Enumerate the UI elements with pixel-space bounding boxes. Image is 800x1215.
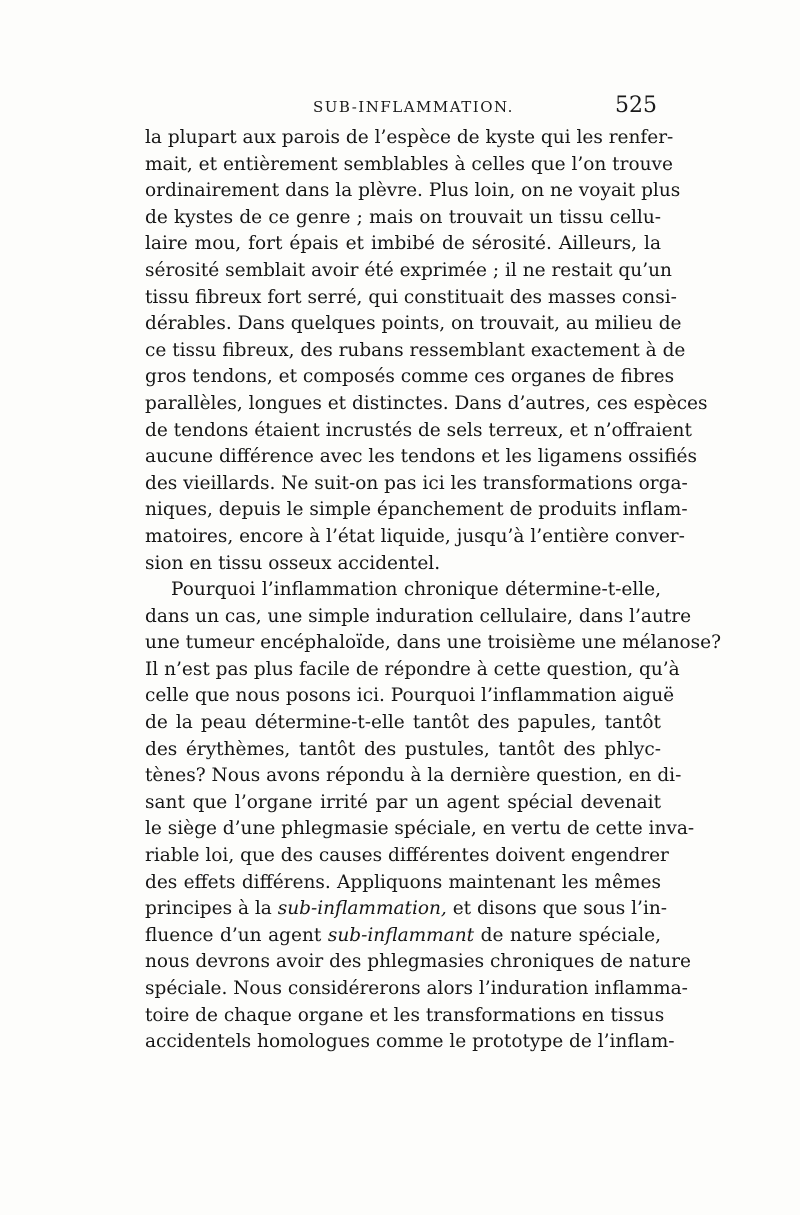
text-line: riable loi, que des causes différentes doivent engendrer	[145, 845, 669, 867]
text-line: niques, depuis le simple épanchement de produits inflam-	[145, 499, 688, 521]
text-line: une tumeur encéphaloïde, dans une troisième une mélanose?	[145, 632, 722, 654]
text-line: sant que l’organe irrité par un agent spécial devenait	[145, 791, 661, 813]
text-line: dans un cas, une simple induration cellulaire, dans l’autre	[145, 605, 692, 627]
text-line: gros tendons, et composés comme ces organes de fibres	[145, 366, 675, 388]
text-line: Il n’est pas plus facile de répondre à cette question, qu’à	[145, 658, 680, 680]
text-line: accidentels homologues comme le prototype de l’inflam-	[145, 1031, 675, 1053]
text-line: nous devrons avoir des phlegmasies chroniques de nature	[145, 951, 691, 973]
running-head: SUB-INFLAMMATION.	[313, 98, 514, 116]
text-line: parallèles, longues et distinctes. Dans d’autres, ces espèces	[145, 392, 708, 414]
text-line: ordinairement dans la plèvre. Plus loin, on ne voyait plus	[145, 180, 681, 202]
text-line: le siège d’une phlegmasie spéciale, en vertu de cette inva-	[145, 818, 695, 840]
text-line-with-italic	[145, 923, 661, 950]
paragraph-2	[145, 577, 722, 1056]
text-line: ce tissu fibreux, des rubans ressemblant exactement à de	[145, 339, 686, 361]
italic-term: sub-inflammant	[327, 924, 475, 946]
paragraph-1	[145, 125, 708, 577]
italic-term: sub-inflammation,	[277, 898, 447, 920]
text-line: aucune différence avec les tendons et les ligamens ossifiés	[145, 446, 698, 468]
text-segment: principes à la	[145, 898, 278, 920]
body-text	[145, 125, 722, 1056]
text-line: dérables. Dans quelques points, on trouvait, au milieu de	[145, 313, 682, 335]
page-number: 525	[615, 93, 657, 118]
text-line: de tendons étaient incrustés de sels terreux, et n’offraient	[145, 419, 692, 441]
text-line: mait, et entièrement semblables à celles que l’on trouve	[145, 153, 673, 175]
text-line: tissu fibreux fort serré, qui constituait des masses consi-	[145, 286, 677, 308]
text-segment: de nature spéciale,	[474, 924, 662, 946]
text-line: des vieillards. Ne suit-on pas ici les transformations orga-	[145, 472, 688, 494]
text-line: de la peau détermine-t-elle tantôt des papules, tantôt	[145, 712, 661, 734]
text-segment: et disons que sous l’in-	[446, 898, 668, 920]
text-line: des érythèmes, tantôt des pustules, tantôt des phlyc-	[145, 738, 661, 760]
text-line: sérosité semblait avoir été exprimée ; il ne restait qu’un	[145, 259, 672, 281]
text-line: des effets différens. Appliquons maintenant les mêmes	[145, 871, 661, 893]
text-line: laire mou, fort épais et imbibé de sérosité. Ailleurs, la	[145, 233, 661, 255]
text-line: la plupart aux parois de l’espèce de kyste qui les renfer-	[145, 127, 674, 148]
text-segment: fluence d’un agent	[145, 924, 328, 946]
text-line-with-italic	[145, 896, 668, 923]
text-line: matoires, encore à l’état liquide, jusqu’à l’entière conver-	[145, 525, 685, 547]
text-line: sion en tissu osseux accidentel.	[145, 552, 441, 574]
text-line: de kystes de ce genre ; mais on trouvait un tissu cellu-	[145, 206, 661, 228]
text-line: Pourquoi l’inflammation chronique détermine-t-elle,	[171, 579, 661, 601]
text-line: tènes? Nous avons répondu à la dernière question, en di-	[145, 765, 682, 787]
text-line: toire de chaque organe et les transformations en tissus	[145, 1004, 665, 1026]
page-header	[145, 93, 665, 122]
text-line: celle que nous posons ici. Pourquoi l’inflammation aiguë	[145, 685, 675, 707]
text-line: spéciale. Nous considérerons alors l’induration inflamma-	[145, 978, 688, 999]
